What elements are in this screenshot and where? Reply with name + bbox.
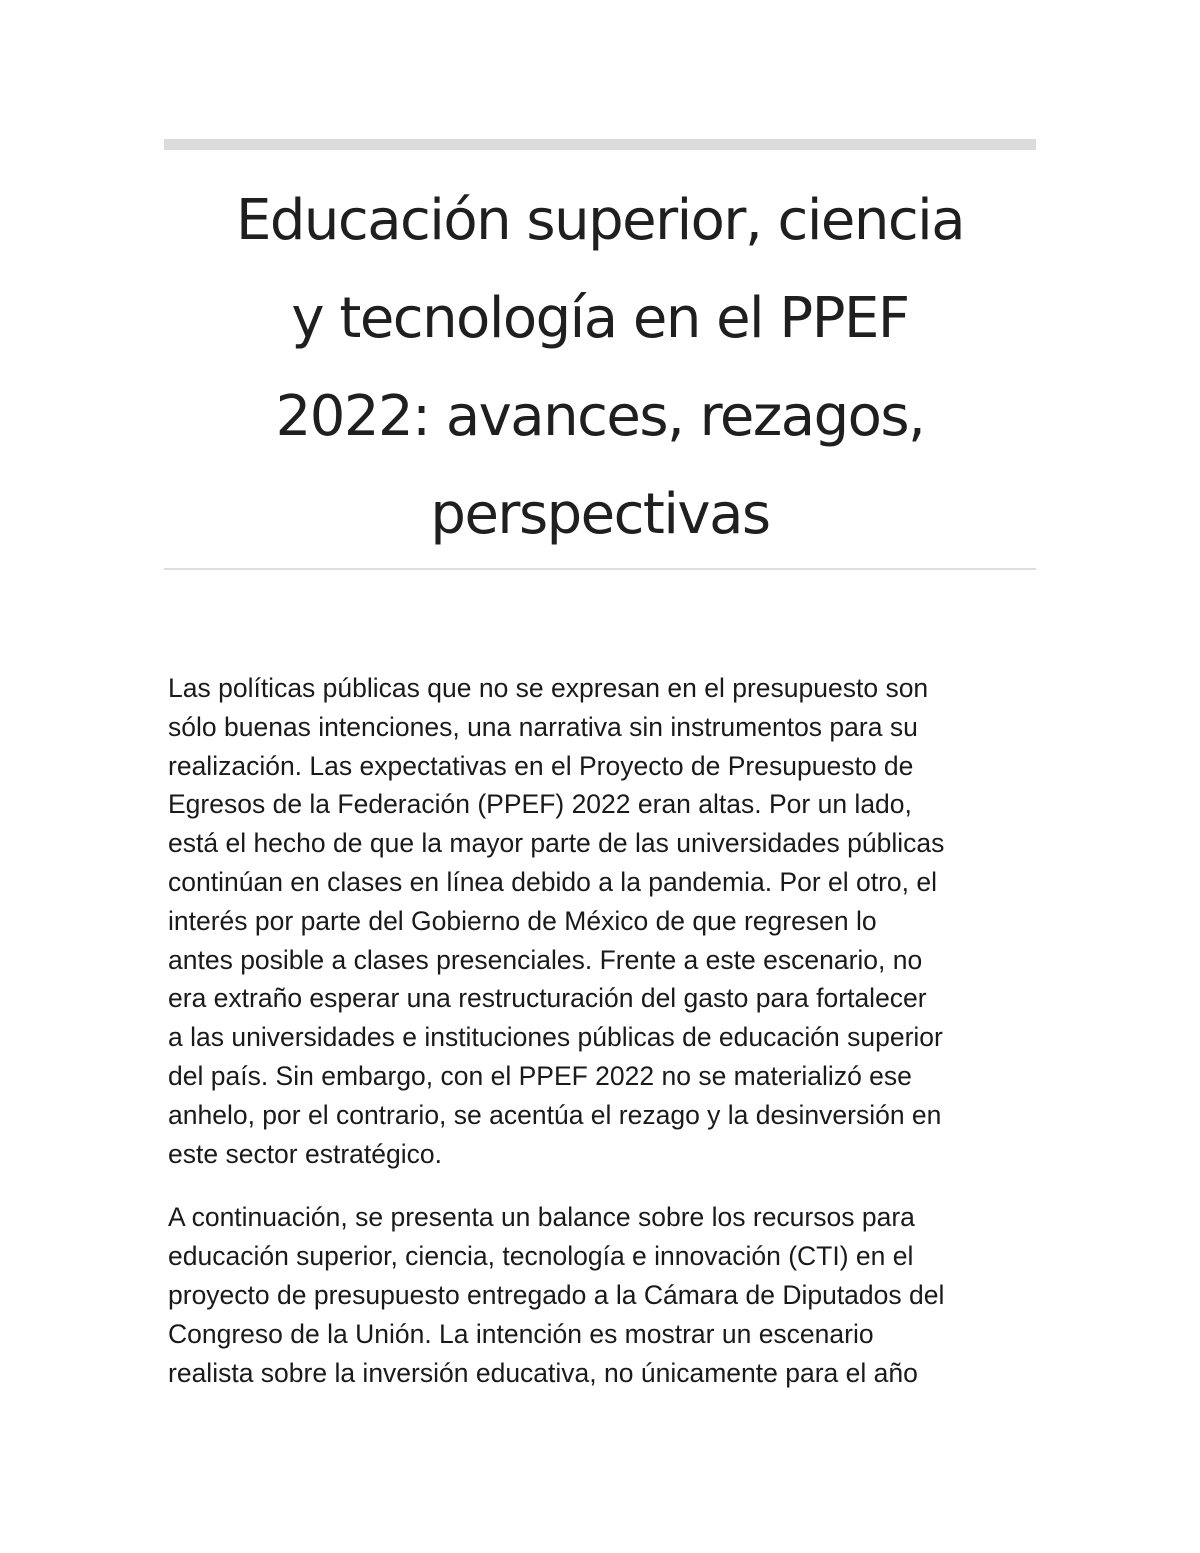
top-divider [164,139,1036,150]
text-line: este sector estratégico. [168,1138,442,1169]
article-title [164,172,1036,564]
title-line: perspectivas [430,482,770,547]
title-divider [164,568,1036,570]
text-line: interés por parte del Gobierno de México de que regresen lo [168,905,877,936]
text-line: continúan en clases en línea debido a la pandemia. Por el otro, el [168,866,938,897]
text-line: realización. Las expectativas en el Proyecto de Presupuesto de [168,750,914,781]
paragraph-1 [168,669,1048,1173]
text-line: Egresos de la Federación (PPEF) 2022 eran altas. Por un lado, [168,789,912,820]
article-body [168,669,1048,1417]
text-line: anhelo, por el contrario, se acentúa el rezago y la desinversión en [168,1099,942,1130]
text-line: sólo buenas intenciones, una narrativa sin instrumentos para su [168,711,918,742]
text-line: realista sobre la inversión educativa, no únicamente para el año [168,1357,918,1388]
title-line: Educación superior, ciencia [235,188,965,253]
text-line: antes posible a clases presenciales. Frente a este escenario, no [168,944,923,975]
text-line: era extraño esperar una restructuración del gasto para fortalecer [168,983,927,1014]
text-line: Las políticas públicas que no se expresan en el presupuesto son [168,673,929,703]
text-line: proyecto de presupuesto entregado a la Cámara de Diputados del [168,1279,945,1310]
text-line: A continuación, se presenta un balance sobre los recursos para [168,1202,915,1233]
text-line: está el hecho de que la mayor parte de las universidades públicas [168,828,945,859]
text-line: a las universidades e instituciones públicas de educación superior [168,1022,943,1053]
title-line: y tecnología en el PPEF [291,286,909,351]
text-line: Congreso de la Unión. La intención es mostrar un escenario [168,1318,874,1349]
text-line: educación superior, ciencia, tecnología e innovación (CTI) en el [168,1241,914,1272]
paragraph-2 [168,1198,1048,1392]
title-line: 2022: avances, rezagos, [275,384,925,449]
text-line: del país. Sin embargo, con el PPEF 2022 no se materializó ese [168,1060,912,1091]
